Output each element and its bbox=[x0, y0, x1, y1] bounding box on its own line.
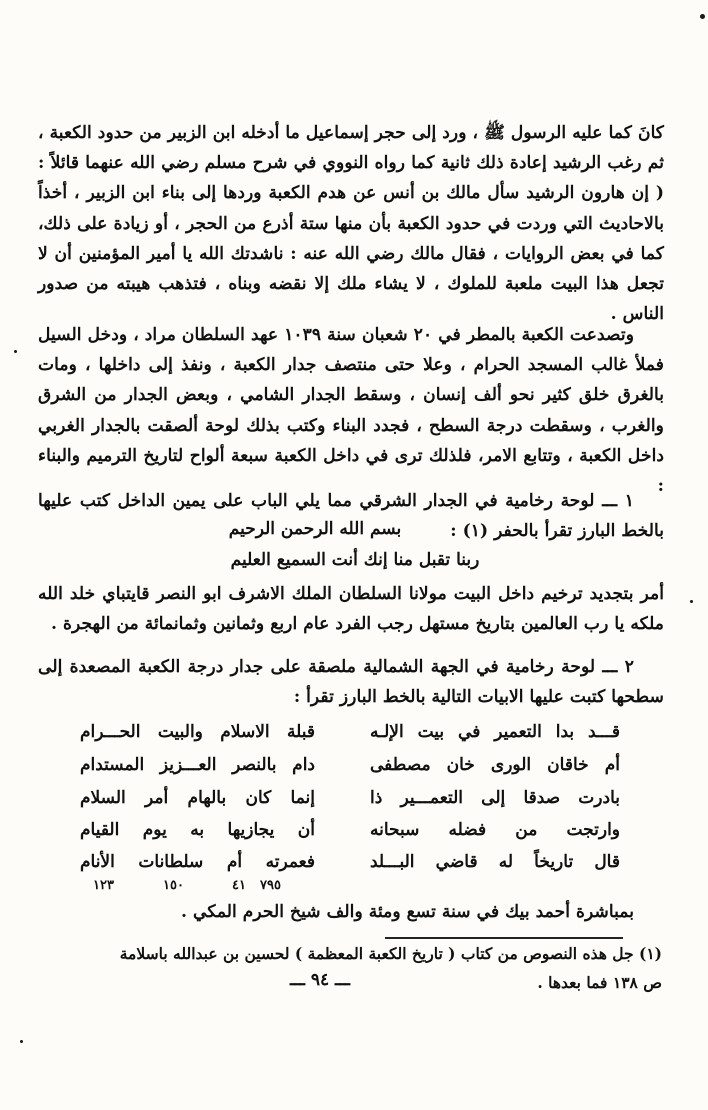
verse-line bbox=[80, 722, 620, 752]
verse-line bbox=[80, 788, 620, 818]
footnote-line-1: (١) جل هذه النصوص من كتاب ( تاريخ الكعبة المعظمة ) لحسين بن عبدالله باسلامة bbox=[119, 944, 662, 963]
verse-first-hemistich: بادرت صدقا إلى التعمـــير ذا bbox=[370, 788, 620, 808]
chronogram-number: ٤١ bbox=[232, 878, 246, 893]
chronogram-numbers bbox=[0, 878, 708, 898]
verse-first-hemistich: قال تاريخاً له قاضي البـــلد bbox=[370, 852, 620, 872]
verse-first-hemistich: قـــد بدا التعمير في بيت الإلـه bbox=[370, 722, 620, 742]
verse-second-hemistich: دام بالنصر العـــزيز المستدام bbox=[80, 755, 315, 775]
paragraph-kaaba-flood: وتصدعت الكعبة بالمطر في ٢٠ شعبان سنة ١٠٣٩ عهد السلطان مراد ، ودخل السيل فملأ غالب المسجد الحرام ، وعلا حتى منتصف جدار الكعبة ، ونفذ إلى داخلها ، ومات بالغرق خلق كثير نحو ألف إنسان ، وسقط الجدار الشامي ، وبعض الجدار من الشرق والغرب ، وسقطت درجة السطح ، فجدد البناء وكتب بذلك لوحة ألصقت بالجدار الغربي داخل الكعبة ، وتتابع الامر، فلذلك ترى في داخل الكعبة سبعة ألواح لتاريخ الترميم والبناء : bbox=[38, 325, 664, 497]
footnote-line-2: ص ١٣٨ فما بعدها . bbox=[537, 973, 662, 992]
paragraph-haroun-rashid: كانَ كما عليه الرسول ﷺ ، ورد إلى حجر إسماعيل ما أدخله ابن الزبير من حدود الكعبة ، ثم رغب الرشيد إعادة ذلك ثانية كما رواه النووي في شرح مسلم رضي الله عنهما قائلاً : ( إن هارون الرشيد سأل مالك بن أنس عن هدم الكعبة وردها إلى بناء ابن الزبير ، أخذاً بالاحاديث التي وردت في حدود الكعبة بأن منها ستة أذرع من الحجر ، أو زيادة على ذلك، كما في بعض الروايات ، فقال مالك رضي الله عنه : ناشدتك الله يا أمير المؤمنين أن لا تجعل هذا البيت ملعبة للملوك ، لا يشاء ملك إلا نقضه وبناه ، فتذهب هيبته من صدور الناس . bbox=[38, 123, 664, 325]
verse-first-hemistich: وارتجت من فضله سبحانه bbox=[370, 820, 620, 840]
verse-line bbox=[80, 820, 620, 850]
scan-speck bbox=[14, 350, 17, 353]
paragraph-second-plaque: ٢ ـــ لوحة رخامية في الجهة الشمالية ملصقة على جدار درجة الكعبة المصعدة إلى سطحها كتبت عليها الابيات التالية بالخط البارز تقرأ : bbox=[38, 657, 664, 708]
footnote-divider bbox=[385, 937, 623, 939]
paragraph-first-plaque: ١ ـــ لوحة رخامية في الجدار الشرقي مما يلي الباب على يمين الداخل كتب عليها بالخط البارز تقرأ بالحفر (١) : bbox=[38, 491, 664, 542]
quran-verse: ربنا تقبل منا إنك أنت السميع العليم bbox=[230, 550, 480, 570]
verse-second-hemistich: أن يجازيها به يوم القيام bbox=[80, 820, 315, 840]
verse-line bbox=[80, 755, 620, 785]
paragraph-qaitbay-order: أمر بتجديد ترخيم داخل البيت مولانا السلطان الملك الاشرف ابو النصر قايتباي خلد الله ملكه يا رب العالمين بتاريخ مستهل رجب الفرد عام اربع وثمانين وثمانمائة من الهجرة . bbox=[38, 584, 664, 635]
chronogram-number: ٧٩٥ bbox=[260, 878, 281, 893]
scan-speck bbox=[690, 600, 693, 603]
verse-second-hemistich: فعمرته أم سلطانات الأنام bbox=[80, 852, 315, 872]
page-number: ـــ ٩٤ ـــ bbox=[289, 970, 350, 990]
verse-second-hemistich: قبلة الاسلام والبيت الحـــرام bbox=[80, 722, 315, 742]
chronogram-number: ١٢٣ bbox=[93, 878, 114, 893]
verse-second-hemistich: إنما كان بالهام أمر السلام bbox=[80, 788, 315, 808]
chronogram-number: ١٥٠ bbox=[163, 878, 184, 893]
verse-first-hemistich: أم خاقان الورى خان مصطفى bbox=[370, 755, 620, 775]
scan-speck bbox=[20, 1040, 23, 1043]
paragraph-ahmad-bek: بمباشرة أحمد بيك في سنة تسع ومئة والف شيخ الحرم المكي . bbox=[181, 902, 634, 922]
basmala: بسم الله الرحمن الرحيم bbox=[228, 519, 402, 539]
scan-speck bbox=[700, 14, 705, 19]
